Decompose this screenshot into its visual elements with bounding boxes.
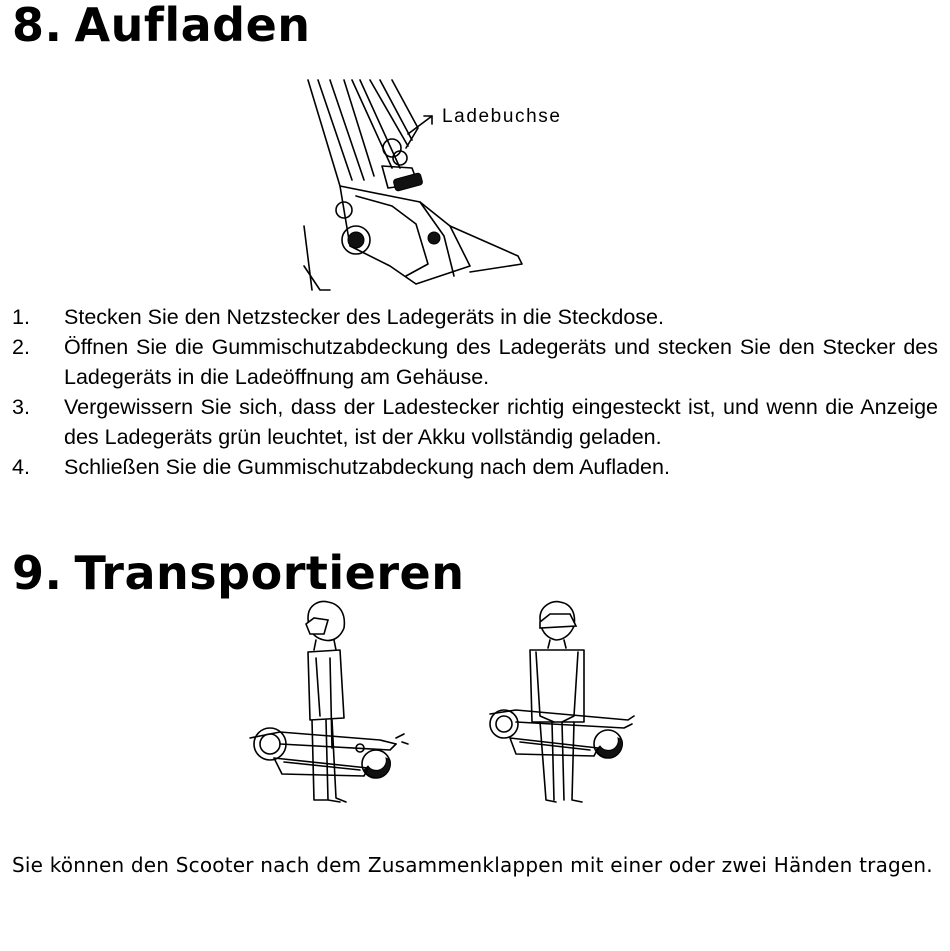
- list-item-text: Vergewissern Sie sich, dass der Ladestecker richtig eingesteckt ist, und wenn die Anzeige des Ladegeräts grün leuchtet, ist der Akku vollständig geladen.: [64, 395, 938, 449]
- charging-steps-list: [12, 302, 938, 482]
- list-item: [12, 302, 938, 332]
- list-item-number: 1.: [12, 305, 30, 329]
- section-8-title: Aufladen: [74, 0, 311, 52]
- scooter-folded-one: [250, 728, 408, 778]
- list-item-text: Stecken Sie den Netzstecker des Ladegeräts in die Steckdose.: [64, 305, 664, 329]
- section-9-number: 9.: [12, 546, 63, 600]
- section-9-title: Transportieren: [74, 546, 465, 600]
- list-item-number: 3.: [12, 395, 30, 419]
- section-8-heading: [12, 0, 311, 52]
- list-item: [12, 392, 938, 452]
- list-item: [12, 332, 938, 392]
- transport-paragraph: Sie können den Scooter nach dem Zusammenklappen mit einer oder zwei Händen tragen.: [12, 853, 933, 877]
- list-item-number: 2.: [12, 335, 30, 359]
- section-8-number: 8.: [12, 0, 63, 52]
- person-two-hands: [530, 602, 584, 802]
- person-one-hand: [306, 602, 346, 802]
- section-9-heading: [12, 546, 465, 600]
- ladebuchse-callout-label: Ladebuchse: [442, 106, 562, 127]
- list-item-text: Schließen Sie die Gummischutzabdeckung nach dem Aufladen.: [64, 455, 670, 479]
- charging-port-illustration: [300, 76, 600, 294]
- list-item: [12, 452, 938, 482]
- list-item-number: 4.: [12, 455, 30, 479]
- list-item-text: Öffnen Sie die Gummischutzabdeckung des Ladegeräts und stecken Sie den Stecker des Ladegeräts in die Ladeöffnung am Gehäuse.: [64, 335, 938, 389]
- carrying-scooter-illustration: [240, 598, 640, 813]
